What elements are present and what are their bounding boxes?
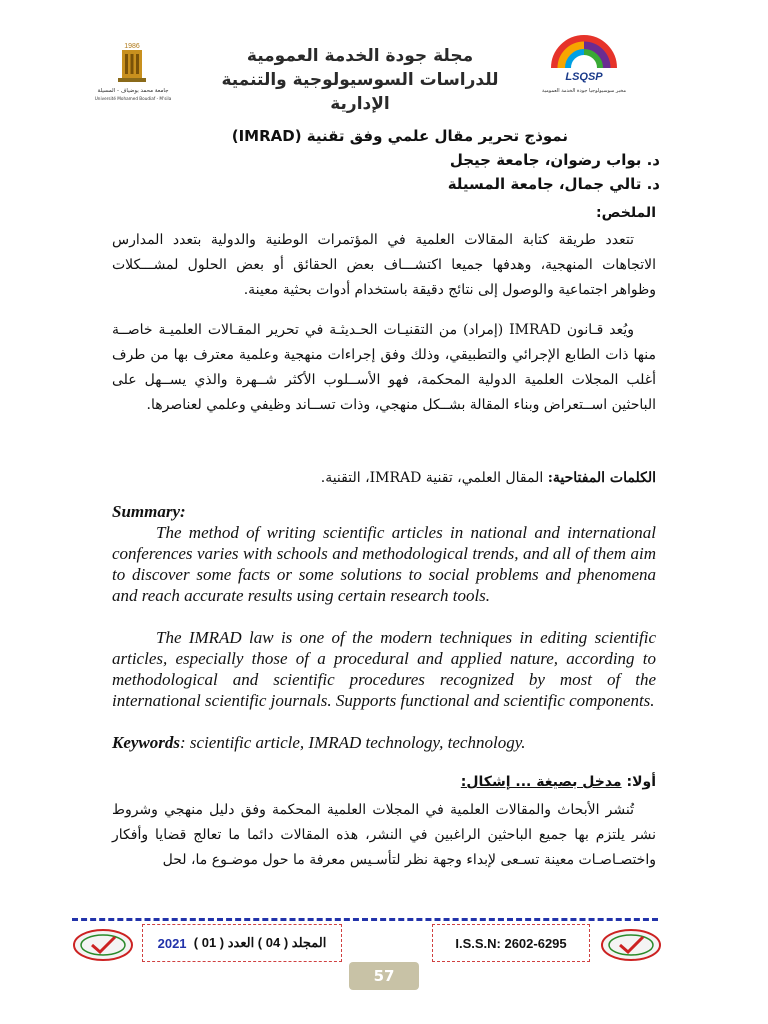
lsqsp-logo-text: LSQSP [565, 71, 603, 83]
lsqsp-logo-caption: مخبر سوسيولوجيا جودة الخدمة العمومية [541, 88, 627, 94]
section-1-paragraph-1-text: تُنشر الأبحاث والمقالات العلمية في المجلات العلمية المحكمة وفق دليل منهجي وشروط نشر يلتزم بها جميع الباحثين الراغبين في النشر، هذه المقالات دائما ما تعالج قضايا وأفكار واختصـاصـات معينة تسـعى لإبداء وجهة نظر لتأسـيس معرفة ما حول موضـوع ما، لحل [112, 802, 656, 868]
abstract-ar-paragraph-2-text: ويُعد قـانون IMRAD (إمراد) من التقنيـات الحـديثـة في تحرير المقـالات العلميـة خاصــة منها ذات الطابع الإجرائي والتطبيقي، وذلك وفق إجراءات منهجية وعلمية معترف بها من طرف أغلب المجلات العلمية الدولية المحكمة، فهو الأســلوب الأكثر شــهرة والذي يســهل على الباحثين اســتعراض وبناء المقالة بشــكل منهجي، وذات تســاند وظيفي وعلمي لعناصرها. [112, 322, 656, 413]
abstract-en-heading: Summary: [112, 502, 186, 521]
journal-title-line1: مجلة جودة الخدمة العمومية [246, 46, 474, 66]
university-logo-caption-ar: جامعة محمد بوضياف - المسيلة [97, 88, 169, 94]
footer-divider [72, 918, 658, 921]
footer-volume-text: المجلد ( 04 ) العدد ( 01 ) [193, 935, 327, 950]
author-1: د. بواب رضوان، جامعة جيجل [449, 151, 660, 169]
journal-title [190, 44, 530, 116]
footer-volume-box [142, 924, 342, 962]
page-header [0, 0, 768, 114]
abstract-ar-paragraph-1 [112, 228, 656, 303]
abstract-en-paragraph-2-text: The IMRAD law is one of the modern techniques in editing scientific articles, especially those of a procedural and applied nature, according to methodological and scientific procedures recognized by most of the international scientific journals. Supports functional and scientific components. [112, 628, 656, 710]
abstract-en-paragraph-2 [112, 627, 656, 711]
abstract-en-paragraph-1 [112, 522, 656, 606]
page-number: 57 [349, 962, 419, 990]
author-2: د. تالي جمال، جامعة المسيلة [447, 175, 660, 193]
abstract-ar-keywords [112, 466, 656, 491]
section-1-paragraph-1 [112, 798, 656, 873]
lsqsp-logo [538, 28, 628, 102]
footer-year: 2021 [157, 935, 187, 951]
abstract-en-keywords-text: : scientific article, IMRAD technology, technology. [180, 733, 526, 752]
university-logo-caption-fr: Université Mohamed Boudiaf - M'sila [94, 96, 172, 101]
university-logo [92, 40, 174, 106]
quality-badge-left [72, 928, 134, 962]
abstract-ar-keywords-label: الكلمات المفتاحية: [547, 470, 656, 486]
abstract-ar-keywords-text: المقال العلمي، تقنية IMRAD، التقنية. [320, 470, 544, 486]
abstract-en-keywords [112, 732, 656, 753]
abstract-ar-paragraph-1-text: تتعدد طريقة كتابة المقالات العلمية في المؤتمرات الوطنية والدولية بتعدد المدارس الاتجاهات المنهجية، وهدفها جميعا اكتشـــاف بعض الحقائق أو بعض الحلول لمشـــكلات وظواهر اجتماعية والوصول إلى نتائج دقيقة باستخدام أدوات بحثية معينة. [112, 232, 656, 298]
journal-title-line2: للدراسات السوسيولوجية والتنمية الإدارية [221, 70, 499, 114]
footer-issn: I.S.S.N: 2602-6295 [455, 935, 567, 951]
abstract-en-keywords-label: Keywords [112, 733, 180, 752]
abstract-ar-paragraph-2 [112, 318, 656, 418]
section-1-heading [356, 774, 656, 790]
abstract-ar-heading: الملخص: [596, 205, 656, 221]
footer-issn-box [432, 924, 590, 962]
quality-badge-right [600, 928, 662, 962]
section-1-heading-text: مدخل بصيغة ... إشكال: [460, 774, 622, 790]
abstract-en-paragraph-1-text: The method of writing scientific articles in national and international conferences varies with schools and methodological trends, and all of them aim to discover some facts or some solutions to social problems and phenomena and reach accurate results using certain research tools. [112, 523, 656, 605]
university-logo-year: 1986 [124, 43, 140, 50]
section-1-heading-prefix: أولا: [621, 774, 656, 790]
article-title: نموذج تحرير مقال علمي وفق تقنية (IMRAD) [231, 127, 568, 145]
